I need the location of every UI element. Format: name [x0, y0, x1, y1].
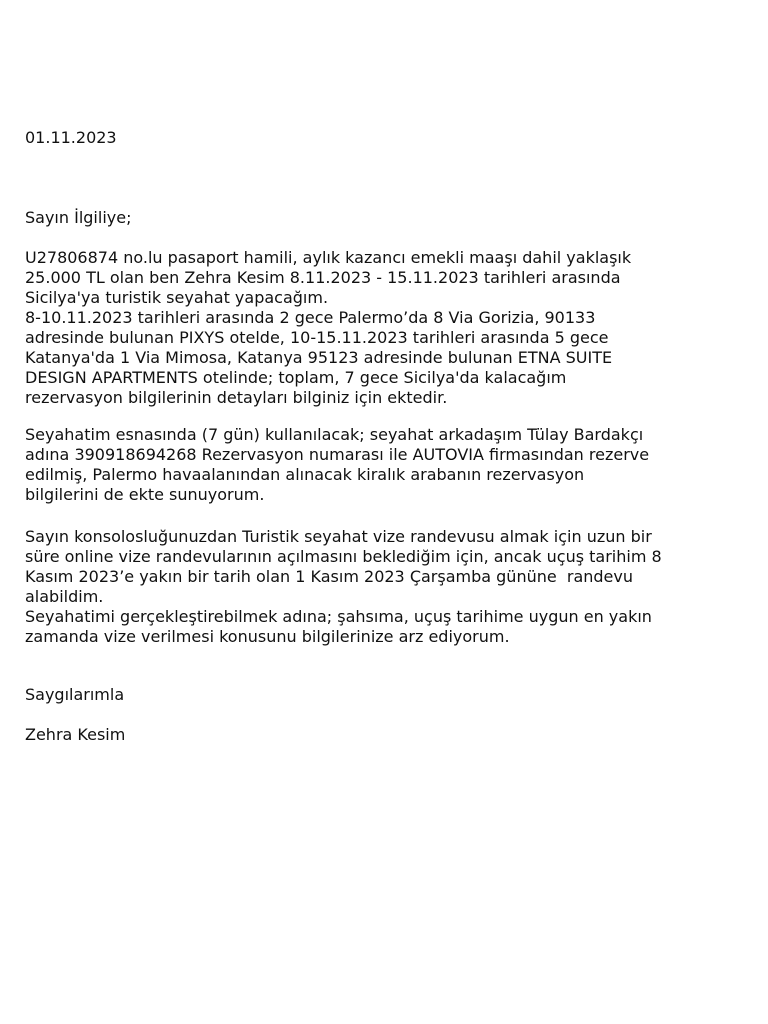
text-line: zamanda vize verilmesi konusunu bilgilerinize arz ediyorum. — [25, 627, 510, 646]
text-line: edilmiş, Palermo havaalanından alınacak kiralık arabanın rezervasyon — [25, 465, 585, 484]
text-line: rezervasyon bilgilerinin detayları bilginiz için ektedir. — [25, 388, 448, 407]
text-line: adresinde bulunan PIXYS otelde, 10-15.11.2023 tarihleri arasında 5 gece — [25, 328, 609, 347]
letter-salutation: Sayın İlgiliye; — [25, 208, 132, 227]
text-line: adına 390918694268 Rezervasyon numarası ile AUTOVIA firmasından rezerve — [25, 445, 650, 464]
letter-closing: Saygılarımla — [25, 685, 125, 704]
text-line: Sicilya'ya turistik seyahat yapacağım. — [25, 288, 329, 307]
text-line: Seyahatim esnasında (7 gün) kullanılacak; seyahat arkadaşım Tülay Bardakçı — [25, 425, 644, 444]
text-line: Seyahatimi gerçekleştirebilmek adına; şahsıma, uçuş tarihime uygun en yakın — [25, 607, 652, 626]
text-line: Kasım 2023’e yakın bir tarih olan 1 Kasım 2023 Çarşamba gününe randevu — [25, 567, 634, 586]
paragraph-car-rental — [25, 425, 760, 505]
paragraph-visa-request — [25, 527, 760, 647]
text-line: bilgilerini de ekte sunuyorum. — [25, 485, 265, 504]
text-line: alabildim. — [25, 587, 104, 606]
letter-date: 01.11.2023 — [25, 128, 117, 147]
text-line: Katanya'da 1 Via Mimosa, Katanya 95123 adresinde bulunan ETNA SUITE — [25, 348, 613, 367]
letter-signature: Zehra Kesim — [25, 725, 126, 744]
text-line: Sayın konsolosluğunuzdan Turistik seyahat vize randevusu almak için uzun bir — [25, 527, 652, 546]
text-line: U27806874 no.lu pasaport hamili, aylık kazancı emekli maaşı dahil yaklaşık — [25, 248, 632, 267]
text-line: DESIGN APARTMENTS otelinde; toplam, 7 gece Sicilya'da kalacağım — [25, 368, 567, 387]
text-line: 25.000 TL olan ben Zehra Kesim 8.11.2023 - 15.11.2023 tarihleri arasında — [25, 268, 621, 287]
text-line: 8-10.11.2023 tarihleri arasında 2 gece Palermo’da 8 Via Gorizia, 90133 — [25, 308, 596, 327]
text-line: süre online vize randevularının açılmasını beklediğim için, ancak uçuş tarihim 8 — [25, 547, 662, 566]
paragraph-travel-details — [25, 248, 760, 408]
